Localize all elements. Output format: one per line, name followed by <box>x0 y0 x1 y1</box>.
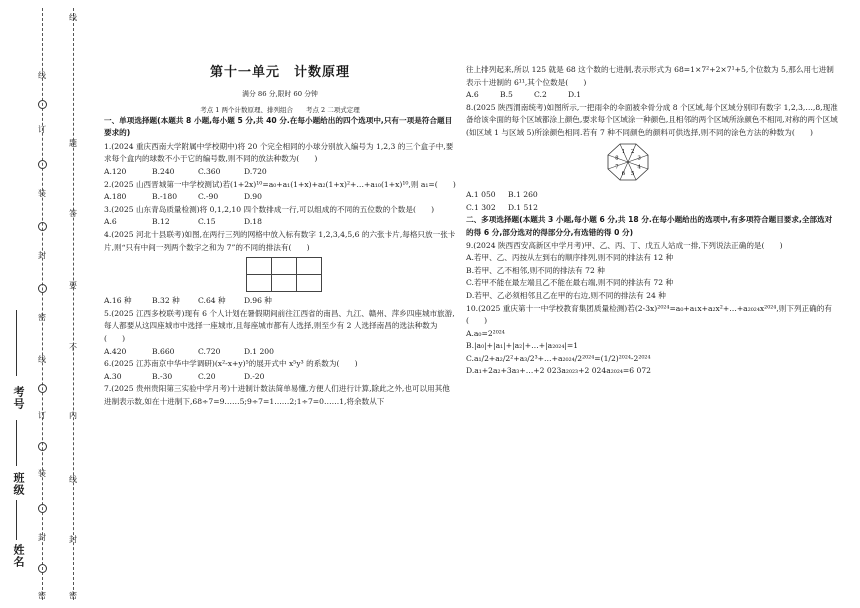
margin-char: 不 <box>69 343 77 352</box>
exam-number-label: 考号 <box>12 386 25 410</box>
class-label: 班级 <box>12 472 25 496</box>
option[interactable]: D.1 200 <box>244 346 274 356</box>
umbrella-region-label: 8 <box>615 154 619 161</box>
option[interactable]: D.1 512 <box>508 202 538 212</box>
question-6-options <box>104 371 456 384</box>
left-column <box>104 0 456 408</box>
question-3-options <box>104 216 456 229</box>
binding-hole-icon <box>38 384 47 393</box>
question-10-stem: 10.(2025 重庆第十一中学校教育集团质量检测)若(2-3x)²⁰²⁴=a₀+a₁x+a₂x²+…+a₂₀₂₄x²⁰²⁴,则下列正确的有( ) <box>466 303 832 326</box>
question-6-stem: 6.(2025 江苏南京中华中学调研)(x²-x+y)⁵的展开式中 x⁵y³ 的系数为( ) <box>104 359 358 369</box>
section-single-choice: 一、单项选择题(本题共 8 小题,每小题 5 分,共 40 分.在每小题给出的四个选项中,只有一项是符合题目要求的) <box>104 115 453 138</box>
margin-char: 密 <box>38 313 46 322</box>
binding-hole-icon <box>38 442 47 451</box>
margin-char: 封 <box>38 251 46 260</box>
option[interactable]: D.90 <box>244 192 262 202</box>
margin-char: 题 <box>69 139 77 148</box>
umbrella-region-label: 6 <box>621 170 626 177</box>
margin-char: 密 <box>69 591 77 600</box>
margin-char: 线 <box>69 475 77 484</box>
option[interactable]: A.420 <box>104 346 127 356</box>
option[interactable]: C.1 302 <box>466 202 496 212</box>
binding-hole-icon <box>38 504 47 513</box>
binding-hole-icon <box>38 100 47 109</box>
option[interactable]: B.5 <box>500 90 513 100</box>
option[interactable]: C.64 种 <box>198 296 226 306</box>
umbrella-region-label: 5 <box>630 170 635 177</box>
binding-hole-icon <box>38 222 47 231</box>
margin-char: 答 <box>69 209 77 218</box>
option[interactable]: B.若甲、乙不相邻,则不同的排法有 72 种 <box>466 265 605 275</box>
option[interactable]: A.6 <box>104 217 117 227</box>
option[interactable]: B.660 <box>152 346 175 356</box>
binding-hole-icon <box>38 284 47 293</box>
question-2-options <box>104 191 456 204</box>
page-title: 第十一单元 计数原理 <box>209 65 350 80</box>
question-1-stem: 1.(2024 重庆西南大学附属中学校期中)将 20 个完全相同的小球分别放入编号为 1,2,3 的三个盒子中,要求每个盒内的球数不小于它的编号数,则不同的放法种数为( ) <box>104 141 454 164</box>
question-3-stem: 3.(2025 山东青岛质量检测)将 0,1,2,10 四个数排成一行,可以组成的不同的五位数的个数是( ) <box>104 204 435 214</box>
option[interactable]: C.若甲不能在最左端且乙不能在最右端,则不同的排法有 72 种 <box>466 278 674 288</box>
question-1-options <box>104 166 456 179</box>
margin-char: 订 <box>38 125 46 134</box>
option[interactable]: A.180 <box>104 192 127 202</box>
option[interactable]: B.1 260 <box>508 190 538 200</box>
umbrella-region-label: 7 <box>615 164 619 171</box>
option[interactable]: C.2 <box>534 90 547 100</box>
card-grid-figure <box>246 257 322 292</box>
name-label: 姓名 <box>12 544 25 568</box>
right-column <box>466 66 838 378</box>
option[interactable]: A.6 <box>466 90 479 100</box>
option[interactable]: B.12 <box>152 217 170 227</box>
option[interactable]: B.-30 <box>152 371 173 381</box>
question-4-options <box>104 295 456 308</box>
option[interactable]: C.720 <box>198 346 221 356</box>
option[interactable]: A.a₀=2²⁰²⁴ <box>466 328 505 338</box>
option[interactable]: D.1 <box>568 90 582 100</box>
name-field[interactable] <box>16 500 17 540</box>
inner-dash-line <box>73 8 74 600</box>
option[interactable]: D.18 <box>244 217 262 227</box>
option[interactable]: A.30 <box>104 371 122 381</box>
margin-char: 线 <box>38 355 46 364</box>
section-multiple-choice: 二、多项选择题(本题共 3 小题,每小题 6 分,共 18 分.在每小题给出的选项中,有多项符合题目要求,全部选对的得 6 分,部分选对的得部分分,有选错的得 0 分) <box>466 215 833 237</box>
umbrella-figure <box>606 142 838 187</box>
umbrella-region-label: 3 <box>637 154 641 161</box>
question-9-stem: 9.(2024 陕西西安高新区中学月考)甲、乙、丙、丁、戊五人站成一排,下列说法正确的是( ) <box>466 240 783 250</box>
binding-margin <box>0 0 90 608</box>
margin-char: 线 <box>69 13 77 22</box>
option[interactable]: A.1 050 <box>466 190 496 200</box>
option[interactable]: C.a₁/2+a₂/2²+a₃/2³+…+a₂₀₂₄/2²⁰²⁴=(1/2)²⁰²⁴-2²⁰²⁴ <box>466 353 651 363</box>
question-2-stem: 2.(2025 山西晋城第一中学校测试)若(1+2x)¹⁰=a₀+a₁(1+x)+a₂(1+x)²+…+a₁₀(1+x)¹⁰,则 a₁=( ) <box>104 179 456 189</box>
option[interactable]: C.15 <box>198 217 216 227</box>
option[interactable]: A.若甲、乙、丙按从左到右的顺序排列,则不同的排法有 12 种 <box>466 253 674 263</box>
option[interactable]: A.16 种 <box>104 296 132 306</box>
option[interactable]: B.|a₀|+|a₁|+|a₂|+…+|a₂₀₂₄|=1 <box>466 341 579 351</box>
exam-number-field[interactable] <box>16 310 17 376</box>
option[interactable]: D.720 <box>244 166 267 176</box>
option[interactable]: C.20 <box>198 371 216 381</box>
umbrella-region-label: 1 <box>621 148 626 155</box>
umbrella-region-label: 4 <box>637 164 641 171</box>
question-8-options-row2 <box>466 202 838 215</box>
margin-char: 订 <box>38 411 46 420</box>
umbrella-region-label: 2 <box>630 148 635 155</box>
option[interactable]: B.-180 <box>152 192 178 202</box>
option[interactable]: C.360 <box>198 166 221 176</box>
margin-char: 密 <box>38 591 46 600</box>
option[interactable]: B.32 种 <box>152 296 180 306</box>
question-7-continued-text: 往上排列起来,所以 125 就是 68 这个数的七进制,表示形式为 68=1×7²+2×7¹+5,个位数为 5,那么用七进制表示十进制的 6¹¹,其个位数是( ) <box>466 65 834 87</box>
question-4-stem: 4.(2025 河北十县联考)如图,在两行三列的网格中放入标有数字 1,2,3,4,5,6 的六张卡片,每格只放一张卡片,则“只有中间一列两个数字之和为 7”的不同的排法有( ) <box>104 229 456 252</box>
margin-char: 装 <box>38 189 46 198</box>
option[interactable]: D.若甲、乙必须相邻且乙在甲的右边,则不同的排法有 24 种 <box>466 290 666 300</box>
option[interactable]: C.-90 <box>198 192 219 202</box>
binding-hole-icon <box>38 564 47 573</box>
exam-topics: 考点 1 两个计数原理、排列组合 考点 2 二项式定理 <box>200 105 360 114</box>
margin-char: 装 <box>38 469 46 478</box>
question-7-stem: 7.(2025 贵州贵阳第三实验中学月考)十进制计数法简单易懂,方便人们进行计算,除此之外,也可以用其他进制表示数,如在十进制下,68÷7=9……5;9÷7=1……2;1÷7=0……1,将余数从下 <box>104 384 450 406</box>
option[interactable]: A.120 <box>104 166 127 176</box>
question-5-options <box>104 346 456 359</box>
question-5-stem: 5.(2025 江西多校联考)现有 6 个人计划在暑假期间前往江西省的南昌、九江、赣州、萍乡四座城市旅游,每人都要从这四座城市中选择一座城市,且每座城市都有人选择,则至少有 2 人选择南昌的选法种数为( ) <box>104 308 455 343</box>
question-8-options-row1 <box>466 189 838 202</box>
exam-meta: 满分 86 分,限时 60 分钟 <box>242 89 318 98</box>
question-7-options <box>466 89 838 102</box>
option[interactable]: D.96 种 <box>244 296 272 306</box>
question-7-continued <box>466 64 838 89</box>
margin-char: 封 <box>69 535 77 544</box>
margin-char: 要 <box>69 281 77 290</box>
class-field[interactable] <box>16 420 17 466</box>
margin-char: 内 <box>69 411 77 420</box>
option[interactable]: D.-20 <box>244 371 265 381</box>
option[interactable]: B.240 <box>152 166 175 176</box>
octagon-umbrella-icon <box>606 142 650 182</box>
margin-char: 封 <box>38 533 46 542</box>
option[interactable]: D.a₁+2a₂+3a₃+…+2 023a₂₀₂₃+2 024a₂₀₂₄=6 072 <box>466 366 652 376</box>
question-8-stem: 8.(2025 陕西渭南统考)如图所示,一把雨伞的伞面被伞骨分成 8 个区域,每个区域分别印有数字 1,2,3,…,8,现准备给该伞面的每个区域都涂上颜色,要求每个区域涂一种颜色,且相邻的两个区域所涂颜色不相同,对称的两个区域(如区域 1 与区域 5)所涂颜色相同.若有 7 种不同颜色的颜料可供选择,则不同的涂色方法的种数为( ) <box>466 102 838 137</box>
binding-hole-icon <box>38 160 47 169</box>
margin-char: 线 <box>38 71 46 80</box>
